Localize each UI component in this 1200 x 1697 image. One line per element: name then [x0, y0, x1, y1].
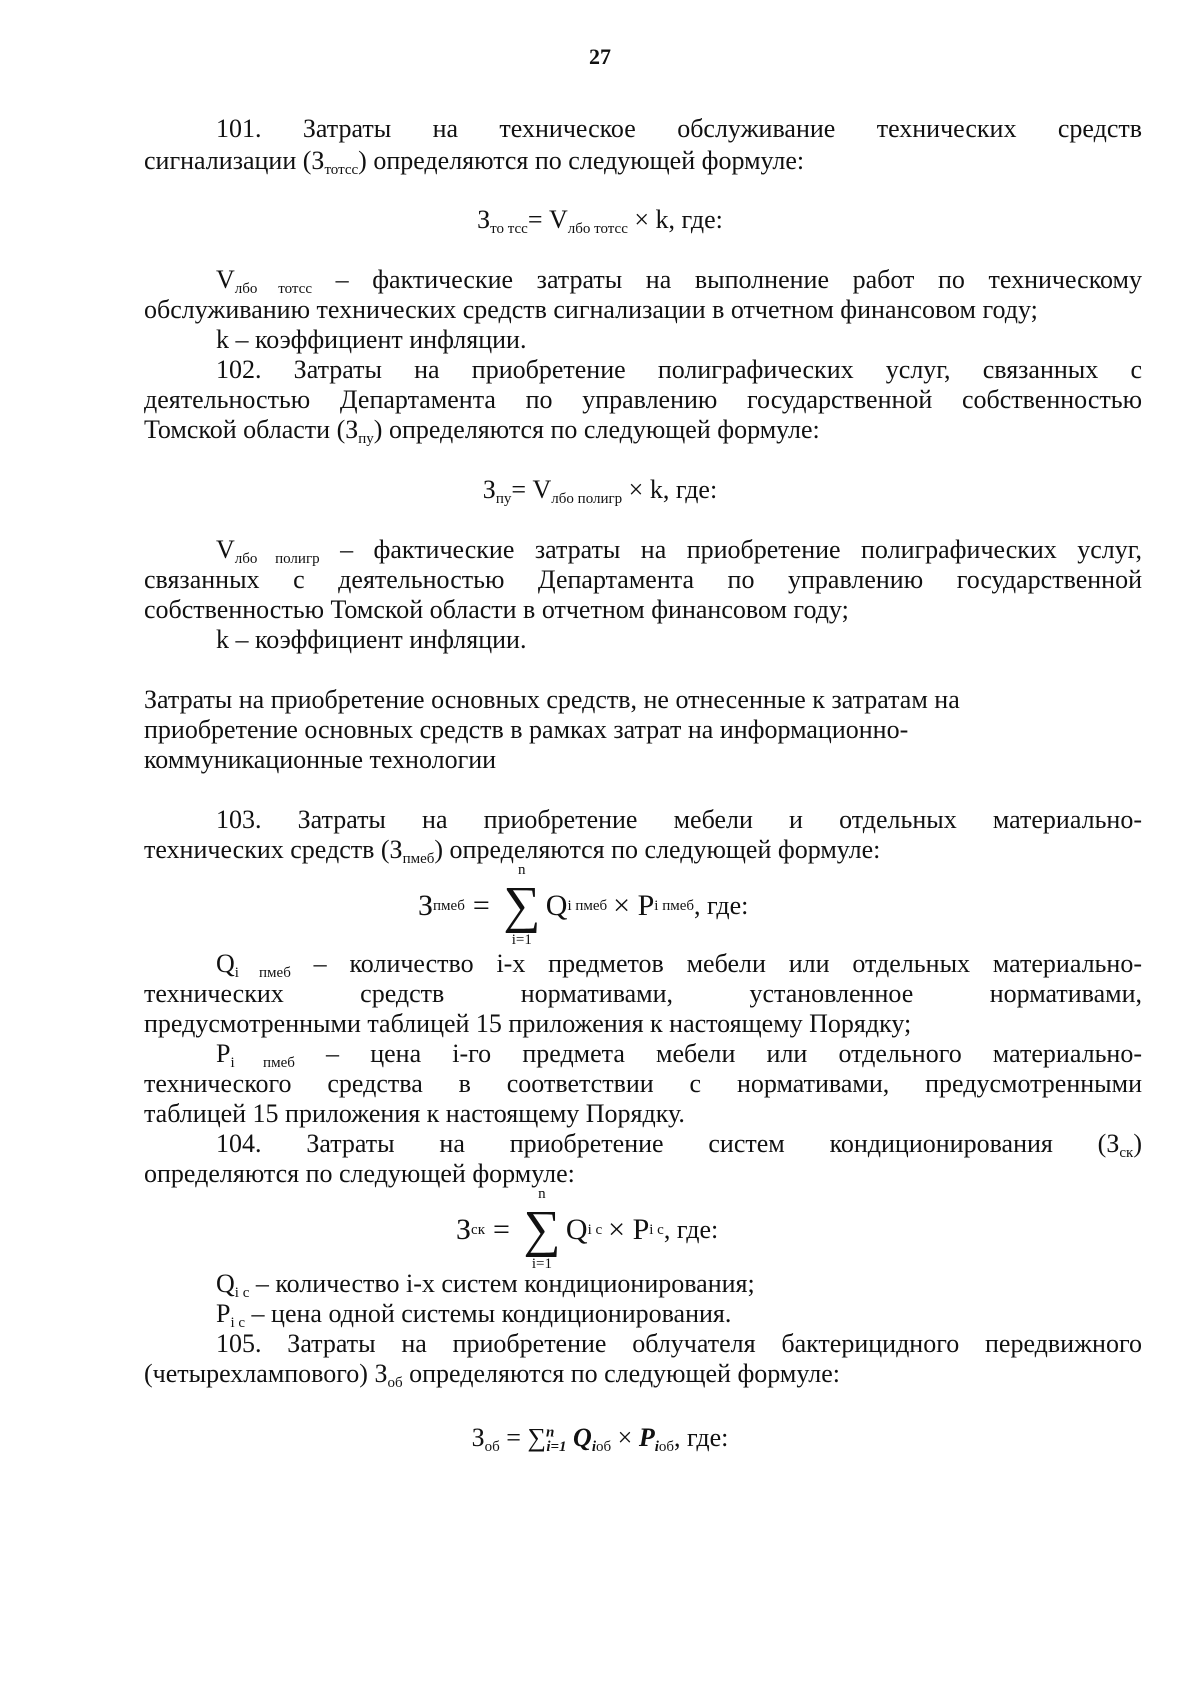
paragraph-104-line1: 104. Затраты на приобретение систем кондиционирования $(З_{ск})$: [216, 1129, 1142, 1161]
paragraph-103-line2: технических средств $(З_{пмеб})$ определяются по следующей формуле:: [144, 835, 881, 867]
definition-103-q: $Q_{i пмеб}$ – количество i-х предметов мебели или отдельных материально-: [216, 949, 1142, 981]
definition-101-v: $V_{лбо тотсс}$ – фактические затраты на выполнение работ по техническому: [216, 265, 1142, 297]
formula-103: З пмеб = n ∑ i=1 Q i пмеб × P i пмеб , где:: [418, 862, 749, 948]
definition-102-v-cont2: собственностью Томской области в отчетном финансовом году;: [144, 595, 849, 624]
formula-105: $З_{об} = \sum^n_{i=1}$ $Q_{iоб} \times P_{iоб}$, где:: [471, 1423, 729, 1455]
sum-symbol: n ∑ i=1: [503, 862, 541, 948]
section-heading-line2: приобретение основных средств в рамках затрат на информационно-: [144, 715, 909, 744]
paragraph-101-line1: 101. Затраты на техническое обслуживание технических средств: [216, 114, 1142, 143]
section-heading-line3: коммуникационные технологии: [144, 745, 497, 774]
paragraph-104-line2: определяются по следующей формуле:: [144, 1159, 575, 1188]
formula-102: $З_{пу}= V_{лбо полигр} \times k$, где:: [482, 475, 718, 507]
page-number: 27: [589, 44, 611, 69]
definition-103-p-cont2: таблицей 15 приложения к настоящему Порядку.: [144, 1099, 685, 1128]
definition-103-q-cont2: предусмотренными таблицей 15 приложения к настоящему Порядку;: [144, 1009, 912, 1038]
definition-101-v-cont: обслуживанию технических средств сигнализации в отчетном финансовом году;: [144, 295, 1038, 324]
paragraph-102-line2: деятельностью Департамента по управлению государственной собственностью: [144, 385, 1142, 414]
definition-102-v: $V_{лбо полигр}$ – фактические затраты на приобретение полиграфических услуг,: [216, 535, 1142, 567]
paragraph-102-line3: Томской области $(З_{пу})$ определяются по следующей формуле:: [144, 415, 820, 447]
definition-104-p: $P_{i c}$ – цена одной системы кондиционирования.: [216, 1299, 732, 1331]
paragraph-105-line1: 105. Затраты на приобретение облучателя бактерицидного передвижного: [216, 1329, 1142, 1358]
definition-103-q-cont1: технических средств нормативами, установленное нормативами,: [144, 979, 1142, 1008]
formula-104: З ск = n ∑ i=1 Q i c × P i c , где:: [456, 1186, 719, 1272]
definition-103-p: $P_{i пмеб}$ – цена i-го предмета мебели или отдельного материально-: [216, 1039, 1143, 1071]
definition-104-q: $Q_{i c}$ – количество i-х систем кондиционирования;: [216, 1269, 755, 1301]
definition-101-k: k – коэффициент инфляции.: [216, 325, 527, 354]
section-heading-line1: Затраты на приобретение основных средств, не отнесенные к затратам на: [144, 685, 960, 714]
sum-symbol: n ∑ i=1: [523, 1186, 561, 1272]
definition-102-v-cont1: связанных с деятельностью Департамента по управлению государственной: [144, 565, 1142, 594]
paragraph-105-line2: (четырехлампового) $З_{об}$ определяются по следующей формуле:: [144, 1359, 840, 1391]
paragraph-102-line1: 102. Затраты на приобретение полиграфических услуг, связанных с: [216, 355, 1142, 384]
formula-101: $З_{то тсс}= V_{лбо тотсс} \times k$, где:: [477, 205, 723, 237]
definition-102-k: k – коэффициент инфляции.: [216, 625, 527, 654]
paragraph-101-line2: сигнализации $(З_{тотсс})$ определяются по следующей формуле:: [144, 146, 805, 178]
definition-103-p-cont1: технического средства в соответствии с нормативами, предусмотренными: [144, 1069, 1142, 1098]
paragraph-103-line1: 103. Затраты на приобретение мебели и отдельных материально-: [216, 805, 1142, 834]
